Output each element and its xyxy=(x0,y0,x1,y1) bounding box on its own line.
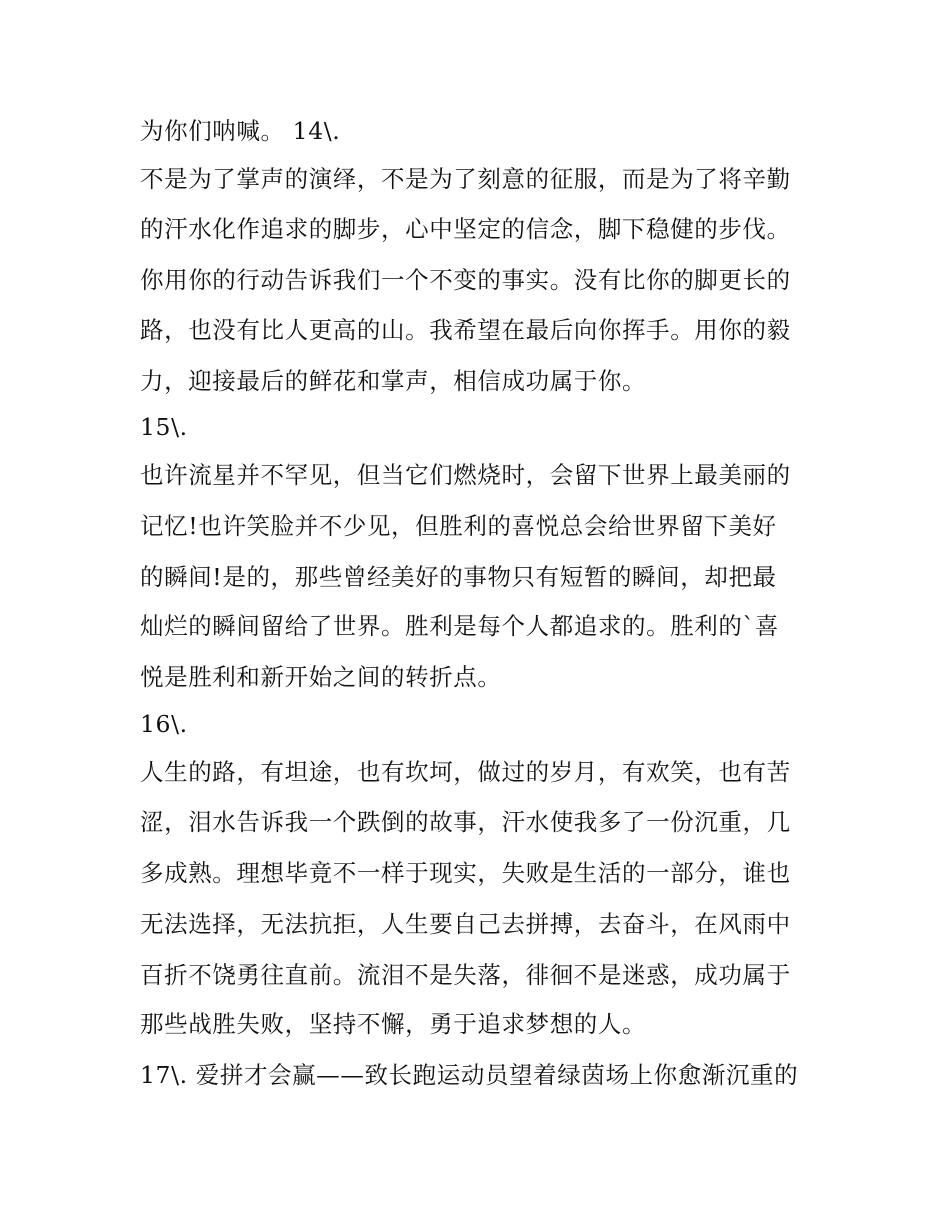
text-line: 人生的路，有坦途，也有坎坷，做过的岁月，有欢笑，也有苦 xyxy=(140,758,791,786)
text-line: 不是为了掌声的演绎，不是为了刻意的征服，而是为了将辛勤 xyxy=(140,165,791,193)
text-line: 力，迎接最后的鲜花和掌声，相信成功属于你。 xyxy=(140,367,647,395)
text-line: 无法选择，无法抗拒，人生要自己去拼搏，去奋斗，在风雨中 xyxy=(140,910,791,938)
text-line: 多成熟。理想毕竟不一样于现实，失败是生活的一部分，谁也 xyxy=(140,859,791,887)
text-line: 为你们呐喊。 14\. xyxy=(140,117,341,145)
text-line: 路，也没有比人更高的山。我希望在最后向你挥手。用你的毅 xyxy=(140,316,791,344)
text-line: 那些战胜失败，坚持不懈，勇于追求梦想的人。 xyxy=(140,1010,647,1038)
text-line: 你用你的行动告诉我们一个不变的事实。没有比你的脚更长的 xyxy=(140,266,791,294)
text-line: 15\. xyxy=(140,413,188,441)
text-line: 17\. 爱拼才会赢——致长跑运动员望着绿茵场上你愈渐沉重的 xyxy=(140,1061,799,1089)
text-line: 16\. xyxy=(140,710,188,738)
text-line: 的瞬间!是的，那些曾经美好的事物只有短暂的瞬间，却把最 xyxy=(140,563,777,591)
text-line: 涩，泪水告诉我一个跌倒的故事，汗水使我多了一份沉重，几 xyxy=(140,808,791,836)
text-line: 百折不饶勇往直前。流泪不是失落，徘徊不是迷惑，成功属于 xyxy=(140,961,791,989)
text-line: 的汗水化作追求的脚步，心中坚定的信念，脚下稳健的步伐。 xyxy=(140,215,791,243)
text-line: 悦是胜利和新开始之间的转折点。 xyxy=(140,663,502,691)
text-line: 记忆!也许笑脸并不少见，但胜利的喜悦总会给世界留下美好 xyxy=(140,512,777,540)
text-line: 灿烂的瞬间留给了世界。胜利是每个人都追求的。胜利的`喜 xyxy=(140,612,779,640)
text-line: 也许流星并不罕见，但当它们燃烧时，会留下世界上最美丽的 xyxy=(140,461,791,489)
